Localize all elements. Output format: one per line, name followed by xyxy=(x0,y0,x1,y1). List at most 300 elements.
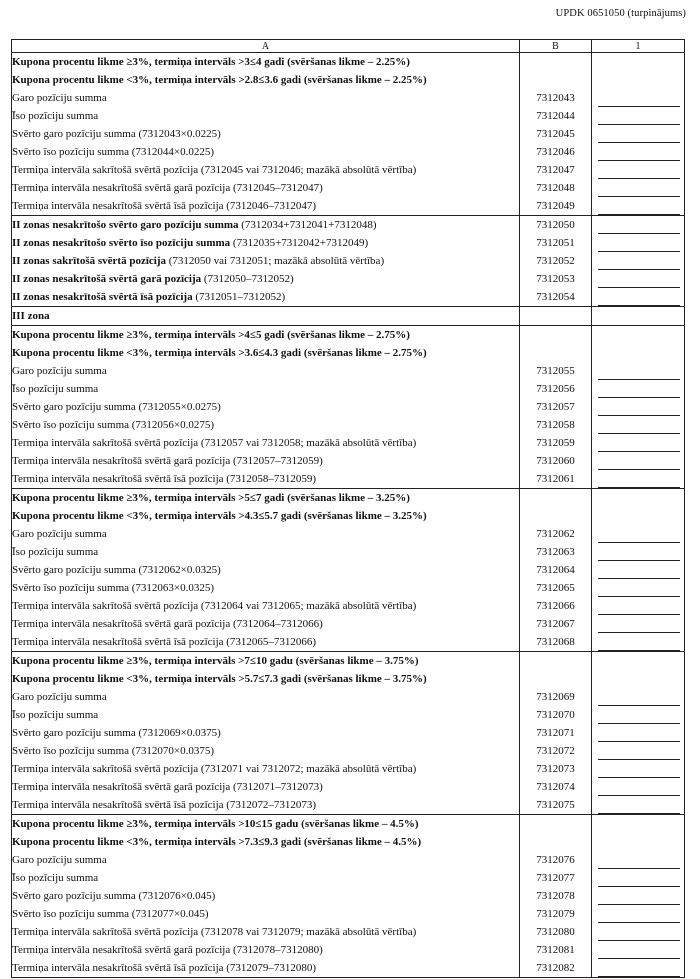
row-description-text: Termiņa intervāla nesakrītošā svērtā īsā pozīcija (7312046–7312047) xyxy=(12,199,317,212)
row-description xyxy=(12,833,520,851)
value-input-box[interactable] xyxy=(598,725,680,742)
table-row xyxy=(12,688,685,706)
value-cell[interactable] xyxy=(592,161,685,179)
row-code: 7312079 xyxy=(520,905,592,923)
empty-cell xyxy=(592,833,685,851)
value-input-box[interactable] xyxy=(598,180,680,197)
row-description xyxy=(12,742,520,760)
value-cell[interactable] xyxy=(592,543,685,561)
row-description xyxy=(12,923,520,941)
table-row xyxy=(12,815,685,834)
row-description xyxy=(12,670,520,688)
value-input-box[interactable] xyxy=(598,924,680,941)
value-input-box[interactable] xyxy=(598,852,680,869)
row-code: 7312075 xyxy=(520,796,592,815)
row-description-text: Kupona procentu likme ≥3%, termiņa intervāls >4≤5 gadi (svēršanas likme – 2.75%) xyxy=(12,328,410,341)
value-input-box[interactable] xyxy=(598,289,680,306)
row-code xyxy=(520,489,592,508)
table-row xyxy=(12,869,685,887)
table-row xyxy=(12,670,685,688)
row-code: 7312059 xyxy=(520,434,592,452)
value-cell[interactable] xyxy=(592,107,685,125)
row-description xyxy=(12,959,520,978)
row-description-text: Īso pozīciju summa xyxy=(12,109,99,122)
row-code: 7312047 xyxy=(520,161,592,179)
row-code: 7312066 xyxy=(520,597,592,615)
row-description-text: Garo pozīciju summa xyxy=(12,853,107,866)
row-description-text: Kupona procentu likme <3%, termiņa intervāls >2.8≤3.6 gadi (svēršanas likme – 2.25%) xyxy=(12,73,427,86)
row-description-text: Termiņa intervāla nesakrītošā svērtā īsā pozīcija (7312065–7312066) xyxy=(12,635,317,648)
value-input-box[interactable] xyxy=(598,453,680,470)
table-row xyxy=(12,452,685,470)
value-cell[interactable] xyxy=(592,197,685,216)
value-cell[interactable] xyxy=(592,143,685,161)
row-description xyxy=(12,326,520,345)
value-cell[interactable] xyxy=(592,778,685,796)
empty-cell xyxy=(592,344,685,362)
row-description-text: Kupona procentu likme ≥3%, termiņa intervāls >7≤10 gadu (svēršanas likme – 3.75%) xyxy=(12,654,419,667)
row-description xyxy=(12,724,520,742)
value-input-box[interactable] xyxy=(598,906,680,923)
row-formula-text: (7312034+7312041+7312048) xyxy=(238,218,377,231)
value-input-box[interactable] xyxy=(598,471,680,488)
value-cell[interactable] xyxy=(592,869,685,887)
row-description-text: Svērto īso pozīciju summa (7312063×0.0325) xyxy=(12,581,215,594)
row-code: 7312048 xyxy=(520,179,592,197)
row-code: 7312053 xyxy=(520,270,592,288)
row-code: 7312049 xyxy=(520,197,592,216)
table-row xyxy=(12,197,685,216)
column-header-a: A xyxy=(12,40,520,53)
empty-cell xyxy=(592,53,685,72)
row-code: 7312074 xyxy=(520,778,592,796)
table-row xyxy=(12,143,685,161)
value-input-box[interactable] xyxy=(598,435,680,452)
empty-cell xyxy=(592,652,685,671)
row-description-text: Svērto garo pozīciju summa (7312043×0.0225) xyxy=(12,127,221,140)
table-row xyxy=(12,923,685,941)
row-description-text: Svērto īso pozīciju summa (7312044×0.0225) xyxy=(12,145,215,158)
row-code: 7312078 xyxy=(520,887,592,905)
row-description xyxy=(12,398,520,416)
row-code: 7312045 xyxy=(520,125,592,143)
row-description xyxy=(12,270,520,288)
value-cell[interactable] xyxy=(592,179,685,197)
value-cell[interactable] xyxy=(592,959,685,978)
value-cell[interactable] xyxy=(592,760,685,778)
value-input-box[interactable] xyxy=(598,870,680,887)
value-cell[interactable] xyxy=(592,252,685,270)
table-row xyxy=(12,288,685,307)
value-input-box[interactable] xyxy=(598,417,680,434)
row-description-text: Garo pozīciju summa xyxy=(12,91,107,104)
value-cell[interactable] xyxy=(592,851,685,869)
table-row xyxy=(12,778,685,796)
value-cell[interactable] xyxy=(592,470,685,489)
value-input-box[interactable] xyxy=(598,526,680,543)
value-cell[interactable] xyxy=(592,216,685,235)
row-code: 7312056 xyxy=(520,380,592,398)
row-description xyxy=(12,507,520,525)
table-row xyxy=(12,89,685,107)
row-description-text: Termiņa intervāla sakrītošā svērtā pozīcija (7312064 vai 7312065; mazākā absolūtā vērtība) xyxy=(12,599,417,612)
row-formula-text: (7312050–7312052) xyxy=(201,272,294,285)
value-cell[interactable] xyxy=(592,89,685,107)
column-header-b: B xyxy=(520,40,592,53)
value-cell[interactable] xyxy=(592,398,685,416)
value-input-box[interactable] xyxy=(598,888,680,905)
document-code: UPDK 0651050 (turpinājums) xyxy=(555,8,686,19)
row-description-text: Kupona procentu likme ≥3%, termiņa intervāls >3≤4 gadi (svēršanas likme – 2.25%) xyxy=(12,55,410,68)
table-row xyxy=(12,525,685,543)
table-row xyxy=(12,125,685,143)
row-code: 7312071 xyxy=(520,724,592,742)
row-description-text: III zona xyxy=(12,309,50,322)
row-code: 7312052 xyxy=(520,252,592,270)
row-description-text: Kupona procentu likme ≥3%, termiņa intervāls >10≤15 gadu (svēršanas likme – 4.5%) xyxy=(12,817,419,830)
row-code: 7312069 xyxy=(520,688,592,706)
row-code: 7312061 xyxy=(520,470,592,489)
row-description xyxy=(12,796,520,815)
value-cell[interactable] xyxy=(592,270,685,288)
row-description xyxy=(12,143,520,161)
row-code: 7312043 xyxy=(520,89,592,107)
table-row xyxy=(12,71,685,89)
row-description xyxy=(12,107,520,125)
value-cell[interactable] xyxy=(592,633,685,652)
value-input-box[interactable] xyxy=(598,797,680,814)
row-description xyxy=(12,706,520,724)
row-description xyxy=(12,579,520,597)
row-description-text: II zonas nesakrītošo svērto garo pozīciju summa xyxy=(12,218,239,231)
row-description-text: Svērto īso pozīciju summa (7312077×0.045) xyxy=(12,907,209,920)
row-description-text: Īso pozīciju summa xyxy=(12,382,99,395)
row-formula-text: (7312051–7312052) xyxy=(192,290,286,303)
empty-cell xyxy=(592,71,685,89)
value-cell[interactable] xyxy=(592,579,685,597)
row-description xyxy=(12,252,520,270)
row-description-text: Īso pozīciju summa xyxy=(12,871,99,884)
row-description-text: Termiņa intervāla nesakrītošā svērtā īsā pozīcija (7312079–7312080) xyxy=(12,961,317,974)
value-input-box[interactable] xyxy=(598,381,680,398)
row-description xyxy=(12,525,520,543)
row-description xyxy=(12,815,520,834)
row-description-text: Termiņa intervāla nesakrītošā svērtā garā pozīcija (7312078–7312080) xyxy=(12,943,323,956)
value-input-box[interactable] xyxy=(598,562,680,579)
row-description-text: Termiņa intervāla nesakrītošā svērtā garā pozīcija (7312045–7312047) xyxy=(12,181,323,194)
row-code: 7312082 xyxy=(520,959,592,978)
value-cell[interactable] xyxy=(592,234,685,252)
row-code: 7312044 xyxy=(520,107,592,125)
row-code xyxy=(520,53,592,72)
row-code: 7312063 xyxy=(520,543,592,561)
row-description-text: Garo pozīciju summa xyxy=(12,364,107,377)
table-row xyxy=(12,470,685,489)
table-row xyxy=(12,615,685,633)
row-code xyxy=(520,652,592,671)
table-row xyxy=(12,216,685,235)
value-input-box[interactable] xyxy=(598,779,680,796)
value-cell[interactable] xyxy=(592,796,685,815)
row-code: 7312072 xyxy=(520,742,592,760)
value-input-box[interactable] xyxy=(598,144,680,161)
row-code: 7312046 xyxy=(520,143,592,161)
row-description-text: Kupona procentu likme ≥3%, termiņa intervāls >5≤7 gadi (svēršanas likme – 3.25%) xyxy=(12,491,410,504)
row-description xyxy=(12,615,520,633)
table-row xyxy=(12,380,685,398)
table-row xyxy=(12,53,685,72)
value-cell[interactable] xyxy=(592,452,685,470)
row-description xyxy=(12,380,520,398)
row-description xyxy=(12,941,520,959)
row-description-text: Termiņa intervāla nesakrītošā svērtā garā pozīcija (7312057–7312059) xyxy=(12,454,323,467)
blank-box xyxy=(598,54,680,71)
row-code: 7312077 xyxy=(520,869,592,887)
row-description-text: Svērto garo pozīciju summa (7312055×0.0275) xyxy=(12,400,221,413)
row-description-text: Termiņa intervāla nesakrītošā svērtā īsā pozīcija (7312072–7312073) xyxy=(12,798,317,811)
row-description-text: Termiņa intervāla nesakrītošā svērtā īsā pozīcija (7312058–7312059) xyxy=(12,472,317,485)
value-input-box[interactable] xyxy=(598,198,680,215)
value-cell[interactable] xyxy=(592,724,685,742)
empty-cell xyxy=(592,815,685,834)
row-code: 7312068 xyxy=(520,633,592,652)
table-row xyxy=(12,796,685,815)
row-code: 7312055 xyxy=(520,362,592,380)
row-code: 7312062 xyxy=(520,525,592,543)
row-description-text: Svērto īso pozīciju summa (7312070×0.0375) xyxy=(12,744,215,757)
value-input-box[interactable] xyxy=(598,689,680,706)
table-row xyxy=(12,851,685,869)
row-description-text: Svērto garo pozīciju summa (7312062×0.0325) xyxy=(12,563,221,576)
row-description xyxy=(12,125,520,143)
value-input-box[interactable] xyxy=(598,960,680,977)
row-description xyxy=(12,434,520,452)
value-input-box[interactable] xyxy=(598,162,680,179)
row-code: 7312057 xyxy=(520,398,592,416)
row-description-text: Termiņa intervāla sakrītošā svērtā pozīcija (7312078 vai 7312079; mazākā absolūtā vērtība) xyxy=(12,925,417,938)
row-formula-text: (7312050 vai 7312051; mazākā absolūtā vērtība) xyxy=(166,254,385,267)
value-cell[interactable] xyxy=(592,597,685,615)
empty-cell xyxy=(592,326,685,345)
row-description xyxy=(12,53,520,72)
table-row xyxy=(12,416,685,434)
table-row xyxy=(12,941,685,959)
row-description-text: Kupona procentu likme <3%, termiņa intervāls >4.3≤5.7 gadi (svēršanas likme – 3.25%) xyxy=(12,509,427,522)
table-row xyxy=(12,561,685,579)
value-input-box[interactable] xyxy=(598,271,680,288)
row-description-text: II zonas nesakrītošā svērtā garā pozīcija xyxy=(12,272,202,285)
row-code: 7312067 xyxy=(520,615,592,633)
row-description xyxy=(12,362,520,380)
value-cell[interactable] xyxy=(592,887,685,905)
row-description-text: II zonas sakrītošā svērtā pozīcija xyxy=(12,254,166,267)
row-description xyxy=(12,760,520,778)
row-description xyxy=(12,851,520,869)
table-row xyxy=(12,724,685,742)
table-row xyxy=(12,905,685,923)
row-description-text: II zonas nesakrītošā svērtā īsā pozīcija xyxy=(12,290,193,303)
blank-box xyxy=(598,508,680,525)
row-description xyxy=(12,887,520,905)
table-row xyxy=(12,833,685,851)
value-input-box[interactable] xyxy=(598,544,680,561)
row-description-text: Kupona procentu likme <3%, termiņa intervāls >3.6≤4.3 gadi (svēršanas likme – 2.75%) xyxy=(12,346,427,359)
table-row xyxy=(12,107,685,125)
row-code: 7312070 xyxy=(520,706,592,724)
row-description-text: Termiņa intervāla nesakrītošā svērtā garā pozīcija (7312071–7312073) xyxy=(12,780,323,793)
column-header-1: 1 xyxy=(592,40,685,53)
blank-box xyxy=(598,490,680,507)
row-code: 7312080 xyxy=(520,923,592,941)
value-cell[interactable] xyxy=(592,905,685,923)
row-description-text: II zonas nesakrītošo svērto īso pozīciju summa xyxy=(12,236,231,249)
row-description-text: Garo pozīciju summa xyxy=(12,527,107,540)
row-description xyxy=(12,652,520,671)
row-description-text: Īso pozīciju summa xyxy=(12,708,99,721)
value-cell[interactable] xyxy=(592,561,685,579)
row-description xyxy=(12,161,520,179)
value-input-box[interactable] xyxy=(598,598,680,615)
row-description xyxy=(12,71,520,89)
value-input-box[interactable] xyxy=(598,707,680,724)
table-row xyxy=(12,179,685,197)
table-row xyxy=(12,270,685,288)
row-description xyxy=(12,234,520,252)
row-code: 7312065 xyxy=(520,579,592,597)
row-description-text: Termiņa intervāla nesakrītošā svērtā garā pozīcija (7312064–7312066) xyxy=(12,617,323,630)
table-row xyxy=(12,398,685,416)
row-code: 7312054 xyxy=(520,288,592,307)
row-code xyxy=(520,815,592,834)
value-input-box[interactable] xyxy=(598,217,680,234)
row-description xyxy=(12,197,520,216)
row-code xyxy=(520,307,592,326)
row-code: 7312050 xyxy=(520,216,592,235)
table-row xyxy=(12,326,685,345)
value-input-box[interactable] xyxy=(598,90,680,107)
row-description xyxy=(12,543,520,561)
value-input-box[interactable] xyxy=(598,235,680,252)
value-cell[interactable] xyxy=(592,941,685,959)
row-description-text: Termiņa intervāla sakrītošā svērtā pozīcija (7312057 vai 7312058; mazākā absolūtā vērtība) xyxy=(12,436,417,449)
row-code: 7312058 xyxy=(520,416,592,434)
table-row xyxy=(12,543,685,561)
value-cell[interactable] xyxy=(592,380,685,398)
row-description-text: Svērto īso pozīciju summa (7312056×0.0275) xyxy=(12,418,215,431)
row-description xyxy=(12,416,520,434)
value-cell[interactable] xyxy=(592,706,685,724)
row-code: 7312060 xyxy=(520,452,592,470)
blank-box xyxy=(598,671,680,688)
blank-box xyxy=(598,834,680,851)
table-row xyxy=(12,887,685,905)
row-description xyxy=(12,344,520,362)
row-description-text: Garo pozīciju summa xyxy=(12,690,107,703)
row-description xyxy=(12,778,520,796)
row-code: 7312073 xyxy=(520,760,592,778)
row-description xyxy=(12,597,520,615)
table-row xyxy=(12,742,685,760)
blank-box xyxy=(598,327,680,344)
table-row xyxy=(12,234,685,252)
table-row xyxy=(12,633,685,652)
value-cell[interactable] xyxy=(592,615,685,633)
table-row xyxy=(12,362,685,380)
value-input-box[interactable] xyxy=(598,942,680,959)
row-description xyxy=(12,633,520,652)
value-cell[interactable] xyxy=(592,434,685,452)
value-cell[interactable] xyxy=(592,288,685,307)
value-input-box[interactable] xyxy=(598,616,680,633)
value-cell[interactable] xyxy=(592,125,685,143)
table-row xyxy=(12,760,685,778)
row-description-text: Termiņa intervāla sakrītošā svērtā pozīcija (7312071 vai 7312072; mazākā absolūtā vērtība) xyxy=(12,762,417,775)
blank-box xyxy=(598,72,680,89)
row-description xyxy=(12,905,520,923)
row-code xyxy=(520,326,592,345)
row-code: 7312051 xyxy=(520,234,592,252)
value-cell[interactable] xyxy=(592,362,685,380)
table-row xyxy=(12,706,685,724)
value-input-box[interactable] xyxy=(598,363,680,380)
value-input-box[interactable] xyxy=(598,108,680,125)
value-cell[interactable] xyxy=(592,923,685,941)
value-input-box[interactable] xyxy=(598,580,680,597)
row-description-text: Svērto garo pozīciju summa (7312076×0.045) xyxy=(12,889,216,902)
row-description xyxy=(12,89,520,107)
row-code xyxy=(520,71,592,89)
table-row xyxy=(12,959,685,978)
blank-box xyxy=(598,345,680,362)
row-code xyxy=(520,670,592,688)
row-code xyxy=(520,344,592,362)
row-code: 7312076 xyxy=(520,851,592,869)
table-header-row xyxy=(12,40,685,53)
table-row xyxy=(12,434,685,452)
row-code xyxy=(520,507,592,525)
row-description xyxy=(12,288,520,307)
table-row xyxy=(12,597,685,615)
table-row xyxy=(12,579,685,597)
position-table xyxy=(11,39,685,978)
row-code: 7312064 xyxy=(520,561,592,579)
value-cell[interactable] xyxy=(592,742,685,760)
value-input-box[interactable] xyxy=(598,743,680,760)
row-description-text: Kupona procentu likme <3%, termiņa intervāls >7.3≤9.3 gadi (svēršanas likme – 4.5%) xyxy=(12,835,422,848)
table-row xyxy=(12,507,685,525)
value-cell[interactable] xyxy=(592,525,685,543)
row-description xyxy=(12,307,520,326)
row-description xyxy=(12,688,520,706)
value-cell[interactable] xyxy=(592,688,685,706)
table-body xyxy=(12,53,685,978)
value-input-box[interactable] xyxy=(598,634,680,651)
value-input-box[interactable] xyxy=(598,399,680,416)
blank-box xyxy=(598,816,680,833)
table-row xyxy=(12,344,685,362)
row-description xyxy=(12,216,520,235)
row-description-text: Termiņa intervāla sakrītošā svērtā pozīcija (7312045 vai 7312046; mazākā absolūtā vērtība) xyxy=(12,163,417,176)
row-description xyxy=(12,489,520,508)
value-cell[interactable] xyxy=(592,416,685,434)
blank-box xyxy=(598,653,680,670)
value-input-box[interactable] xyxy=(598,253,680,270)
value-input-box[interactable] xyxy=(598,761,680,778)
empty-cell xyxy=(592,307,685,326)
row-code xyxy=(520,833,592,851)
row-description xyxy=(12,869,520,887)
value-input-box[interactable] xyxy=(598,126,680,143)
